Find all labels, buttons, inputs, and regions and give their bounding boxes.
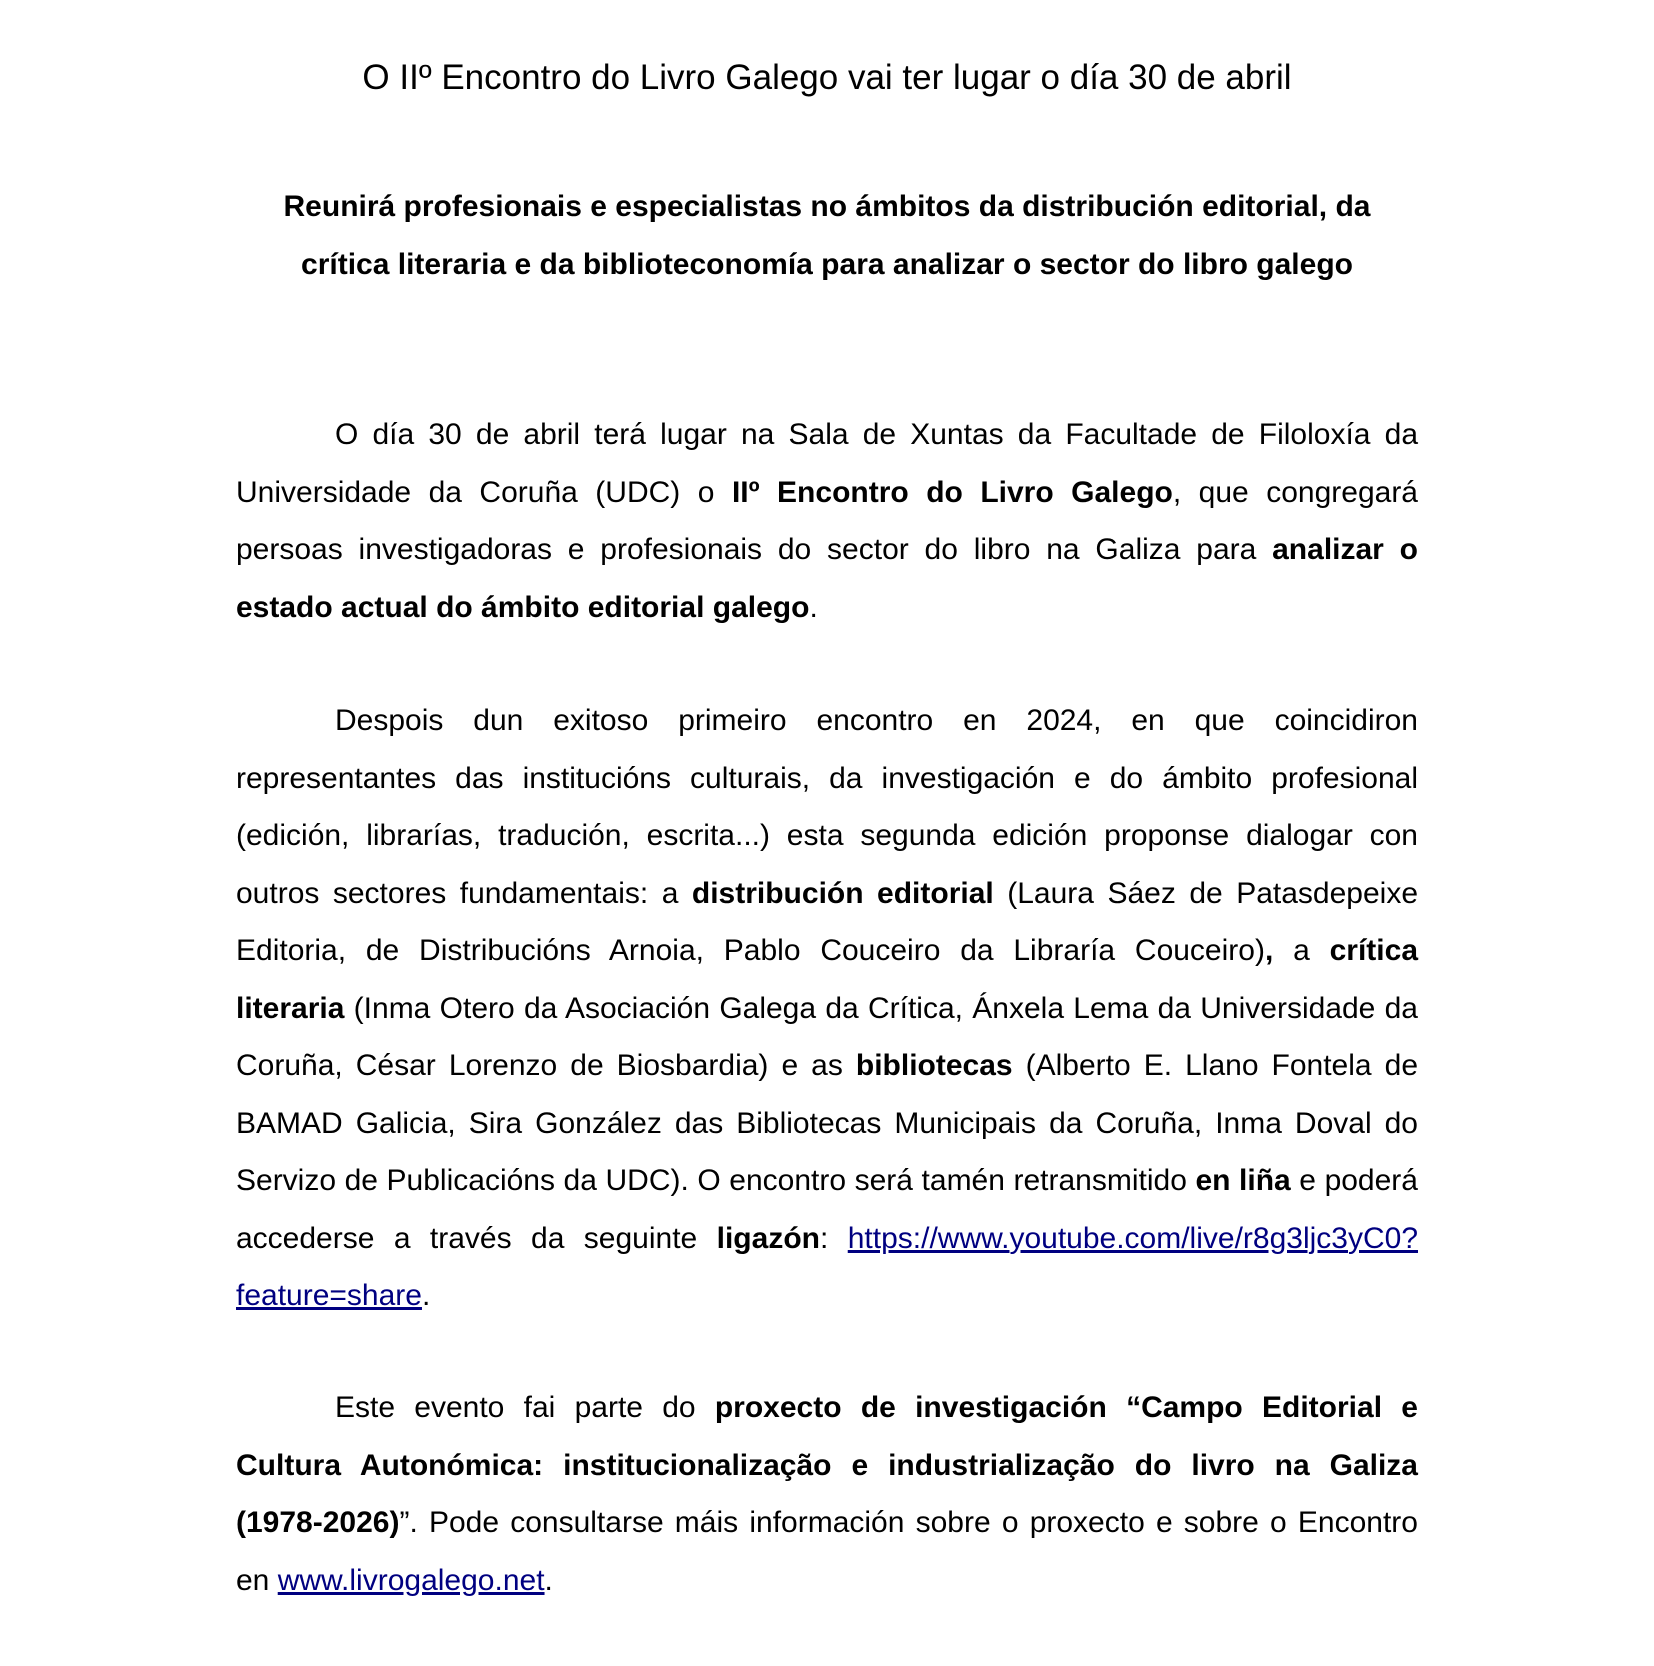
paragraph-intro-bold-purpose: analizar o estado actual do ámbito editorial galego: [236, 533, 1418, 624]
paragraph-details-text-4: (Inma Otero da Asociación Galega da Crítica, Ánxela Lema da Universidade da Coruña, César Lorenzo de Biosbardia) e as: [236, 991, 1418, 1082]
paragraph-project-bold-project: proxecto de investigación “Campo Editorial e Cultura Autonómica: institucionalização e industrialização do livro na Galiza (1978-2026): [236, 1391, 1418, 1539]
paragraph-details-bold-distribution: distribución editorial: [691, 876, 994, 910]
paragraph-details-bold-online: en liña: [1195, 1164, 1291, 1197]
paragraph-details-text-3: a: [1273, 934, 1330, 967]
page-title: O IIº Encontro do Livro Galego vai ter lugar o día 30 de abril: [362, 58, 1292, 97]
paragraph-details-text-7: :: [819, 1221, 848, 1255]
paragraph-details-bold-comma: ,: [1264, 934, 1274, 967]
paragraph-details-text-5: (Alberto E. Llano Fontela de BAMAD Galicia, Sira González das Bibliotecas Municipais da Coruña, Inma Doval do Servizo de Publicacións da UDC). O encontro será tamén retransmitido: [236, 1049, 1418, 1197]
paragraph-intro-bold-event: IIº Encontro do Livro Galego: [731, 475, 1173, 509]
paragraph-intro-text-3: .: [809, 590, 818, 624]
page-subtitle: Reunirá profesionais e especialistas no ámbitos da distribución editorial, da crítica literaria e da biblioteconomía para analizar o sector do libro galego: [283, 190, 1371, 281]
paragraph-details-text-2: (Laura Sáez de Patasdepeixe Editoria, de Distribucións Arnoia, Pablo Couceiro da Libraría Couceiro): [236, 876, 1419, 967]
paragraph-details-text-6: e poderá accederse a través da seguinte: [236, 1164, 1418, 1255]
paragraph-intro-text-1: O día 30 de abril terá lugar na Sala de Xuntas da Facultade de Filoloxía da Universidade da Coruña (UDC) o: [236, 418, 1418, 509]
youtube-stream-link[interactable]: https://www.youtube.com/live/r8g3ljc3yC0?feature=share: [236, 1221, 1418, 1312]
paragraph-details-text-1: Despois dun exitoso primeiro encontro en 2024, en que coincidiron representantes das institucións culturais, da investigación e do ámbito profesional (edición, librarías, tradución, escrita...) esta segunda edición proponse dialogar con outros sectores fundamentais: a: [236, 704, 1418, 910]
paragraph-intro: [236, 406, 1418, 636]
paragraph-project-text-3: .: [544, 1563, 553, 1597]
project-website-link[interactable]: www.livrogalego.net: [277, 1563, 545, 1597]
paragraph-details: [236, 692, 1418, 1325]
paragraph-intro-text-2: , que congregará persoas investigadoras e profesionais do sector do libro na Galiza para: [236, 475, 1418, 566]
paragraph-details-bold-link-label: ligazón: [716, 1221, 820, 1255]
paragraph-details-bold-criticism: crítica literaria: [236, 934, 1418, 1025]
paragraph-project: [236, 1379, 1418, 1609]
paragraph-details-bold-libraries: bibliotecas: [855, 1049, 1013, 1082]
paragraph-project-text-1: Este evento fai parte do: [335, 1391, 715, 1424]
paragraph-project-text-2: ”. Pode consultarse máis información sobre o proxecto e sobre o Encontro en: [236, 1506, 1418, 1597]
paragraph-details-text-8: .: [421, 1279, 431, 1312]
